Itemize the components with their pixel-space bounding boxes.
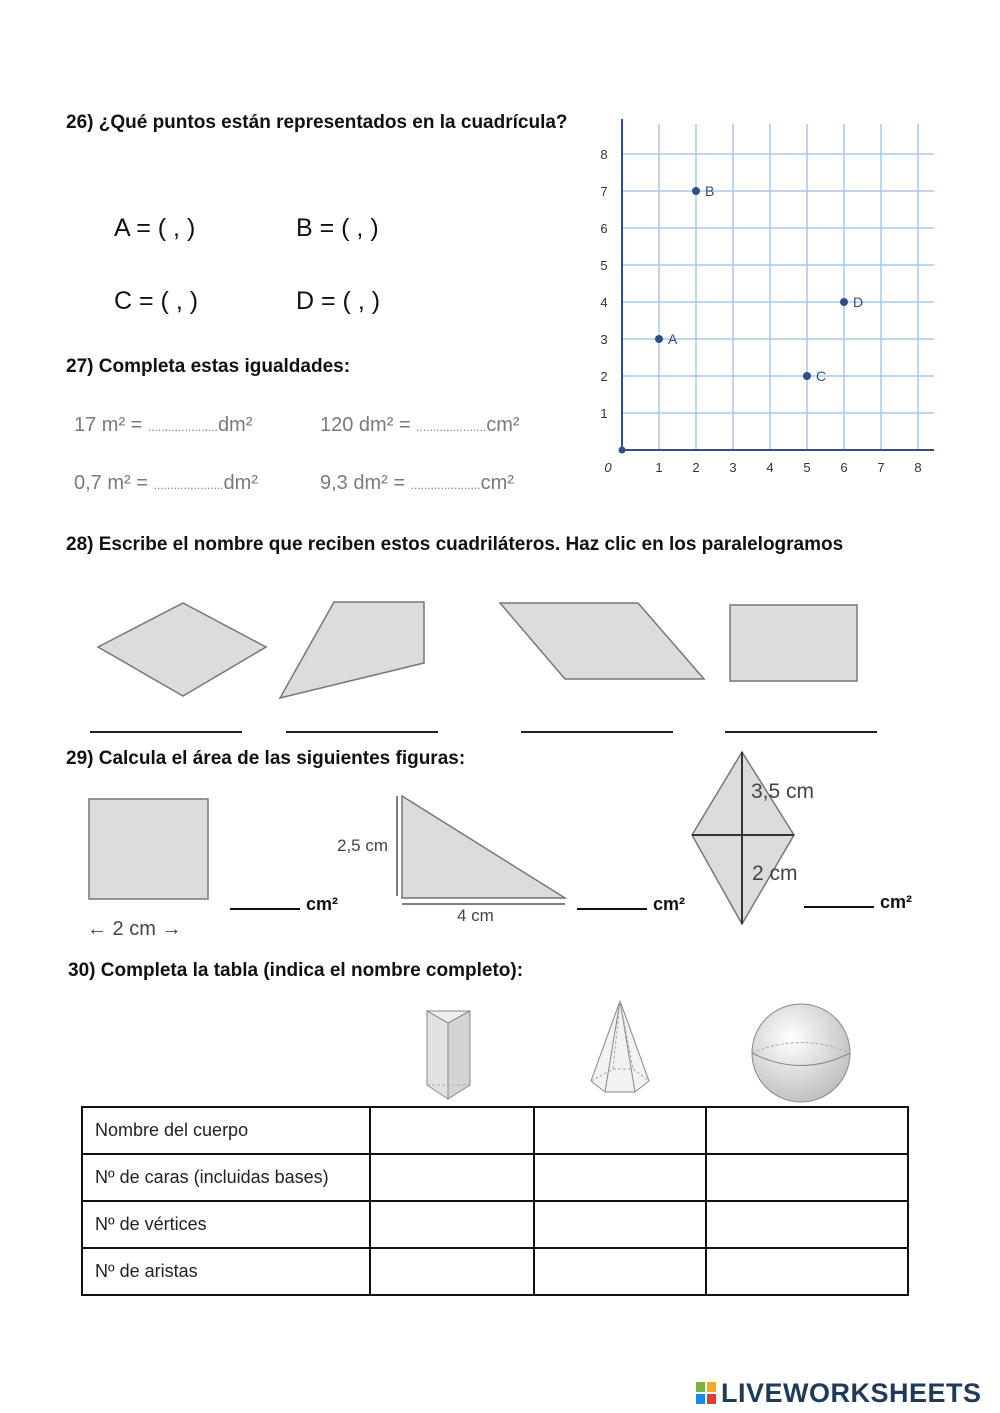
coord-c: C = ( , ) [114,287,199,315]
x-tick-label: 4 [766,460,774,475]
cell-name-prism[interactable] [370,1107,534,1154]
square-side-label: ← 2 cm → [87,918,182,940]
equation-3-blank[interactable]: ..................... [153,478,224,492]
data-point-a [655,335,663,343]
cell-faces-sphere[interactable] [706,1154,908,1201]
square-figure [85,795,220,907]
q29-title: 29) Calcula el área de las siguientes figuras: [66,748,466,769]
liveworksheets-logo [695,1378,982,1409]
cell-faces-pyramid[interactable] [534,1154,706,1201]
row-label-faces: Nº de caras (incluidas bases) [82,1154,370,1201]
equation-3-left: 0,7 m² = [74,472,154,494]
trapezoid-shape[interactable] [280,602,424,698]
x-tick-label: 3 [729,460,737,475]
answer-line-3[interactable] [521,731,673,733]
table-row [82,1248,908,1295]
x-tick-label: 0 [604,460,612,475]
equation-1-blank[interactable]: ..................... [147,420,218,434]
cell-vertices-pyramid[interactable] [534,1201,706,1248]
q28-title: 28) Escribe el nombre que reciben estos cuadriláteros. Haz clic en los paralelogramos [66,534,844,555]
rhombus-figure [688,748,800,930]
cell-name-sphere[interactable] [706,1107,908,1154]
row-label-name: Nombre del cuerpo [82,1107,370,1154]
cell-vertices-sphere[interactable] [706,1201,908,1248]
answer-line-1[interactable] [90,731,242,733]
y-tick-label: 7 [600,184,608,199]
equation-1-left: 17 m² = [74,414,148,436]
table-row [82,1107,908,1154]
equation-2-left: 120 dm² = [320,414,417,436]
cell-edges-pyramid[interactable] [534,1248,706,1295]
liveworksheets-logo-text: LIVEWORKSHEETS [721,1378,982,1408]
coord-b: B = ( , ) [296,214,379,242]
equation-1 [74,414,252,437]
pentagonal-pyramid-figure [585,997,657,1097]
coord-a: A = ( , ) [114,214,196,242]
y-tick-label: 3 [600,332,608,347]
y-tick-label: 1 [600,406,608,421]
answer-line-4[interactable] [725,731,877,733]
row-label-vertices: Nº de vértices [82,1201,370,1248]
data-point-label-c: C [816,368,827,384]
quadrilaterals [90,595,890,705]
data-point-d [840,298,848,306]
square-area-answer [230,894,338,915]
data-point-label-d: D [853,294,864,310]
y-tick-label: 4 [600,295,608,310]
coord-d: D = ( , ) [296,287,381,315]
liveworksheets-logo-icon [695,1381,717,1405]
q26-title: 26) ¿Qué puntos están representados en la cuadrícula? [66,112,568,133]
equation-3-unit: dm² [223,472,258,494]
q30-title: 30) Completa la tabla (indica el nombre completo): [68,960,524,981]
x-tick-label: 7 [877,460,885,475]
data-point-label-b: B [705,183,715,199]
rhombus-area-blank[interactable] [804,906,874,908]
rhomboid-shape[interactable] [500,603,704,679]
x-tick-label: 5 [803,460,811,475]
equation-2 [320,414,520,437]
triangular-prism-figure [420,1003,482,1103]
x-tick-label: 8 [914,460,922,475]
y-tick-label: 2 [600,369,608,384]
equation-1-unit: dm² [217,414,253,436]
triangle-figure [390,790,575,910]
triangle-area-blank[interactable] [577,908,647,910]
data-point-c [803,372,811,380]
solids-table [81,1106,909,1296]
x-tick-label: 1 [655,460,663,475]
equation-4-blank[interactable]: ..................... [410,478,481,492]
sphere-figure [748,1000,854,1106]
equation-4 [320,472,514,495]
triangle-base-label: 4 cm [457,906,494,925]
table-row [82,1201,908,1248]
data-point-b [692,187,700,195]
equation-3 [74,472,258,495]
cell-faces-prism[interactable] [370,1154,534,1201]
y-tick-label: 6 [600,221,608,236]
rhombus-diagonal-short-label: 2 cm [752,862,798,885]
square-area-unit: cm² [306,894,339,914]
rhombus-area-unit: cm² [880,892,913,912]
equation-4-unit: cm² [480,472,514,494]
rhombus-shape[interactable] [98,603,266,696]
triangle-area-answer [577,894,685,915]
q27-title: 27) Completa estas igualdades: [66,356,351,377]
cell-name-pyramid[interactable] [534,1107,706,1154]
y-tick-label: 5 [600,258,608,273]
equation-4-left: 9,3 dm² = [320,472,411,494]
cell-edges-prism[interactable] [370,1248,534,1295]
triangle-height-label: 2,5 cm [337,836,389,855]
row-label-edges: Nº de aristas [82,1248,370,1295]
table-row [82,1154,908,1201]
x-tick-label: 6 [840,460,848,475]
y-tick-label: 8 [600,147,608,162]
data-point-label-a: A [668,331,678,347]
answer-line-2[interactable] [286,731,438,733]
cell-edges-sphere[interactable] [706,1248,908,1295]
rhombus-area-answer [804,892,912,913]
x-tick-label: 2 [692,460,700,475]
origin-point [619,447,626,454]
equation-2-blank[interactable]: ..................... [416,420,487,434]
triangle-area-unit: cm² [653,894,686,914]
rhombus-diagonal-long-label: 3,5 cm [751,780,815,803]
cell-vertices-prism[interactable] [370,1201,534,1248]
equation-2-unit: cm² [486,414,520,436]
coordinate-grid-chart [590,118,940,493]
square-area-blank[interactable] [230,908,300,910]
rectangle-shape[interactable] [730,605,857,681]
